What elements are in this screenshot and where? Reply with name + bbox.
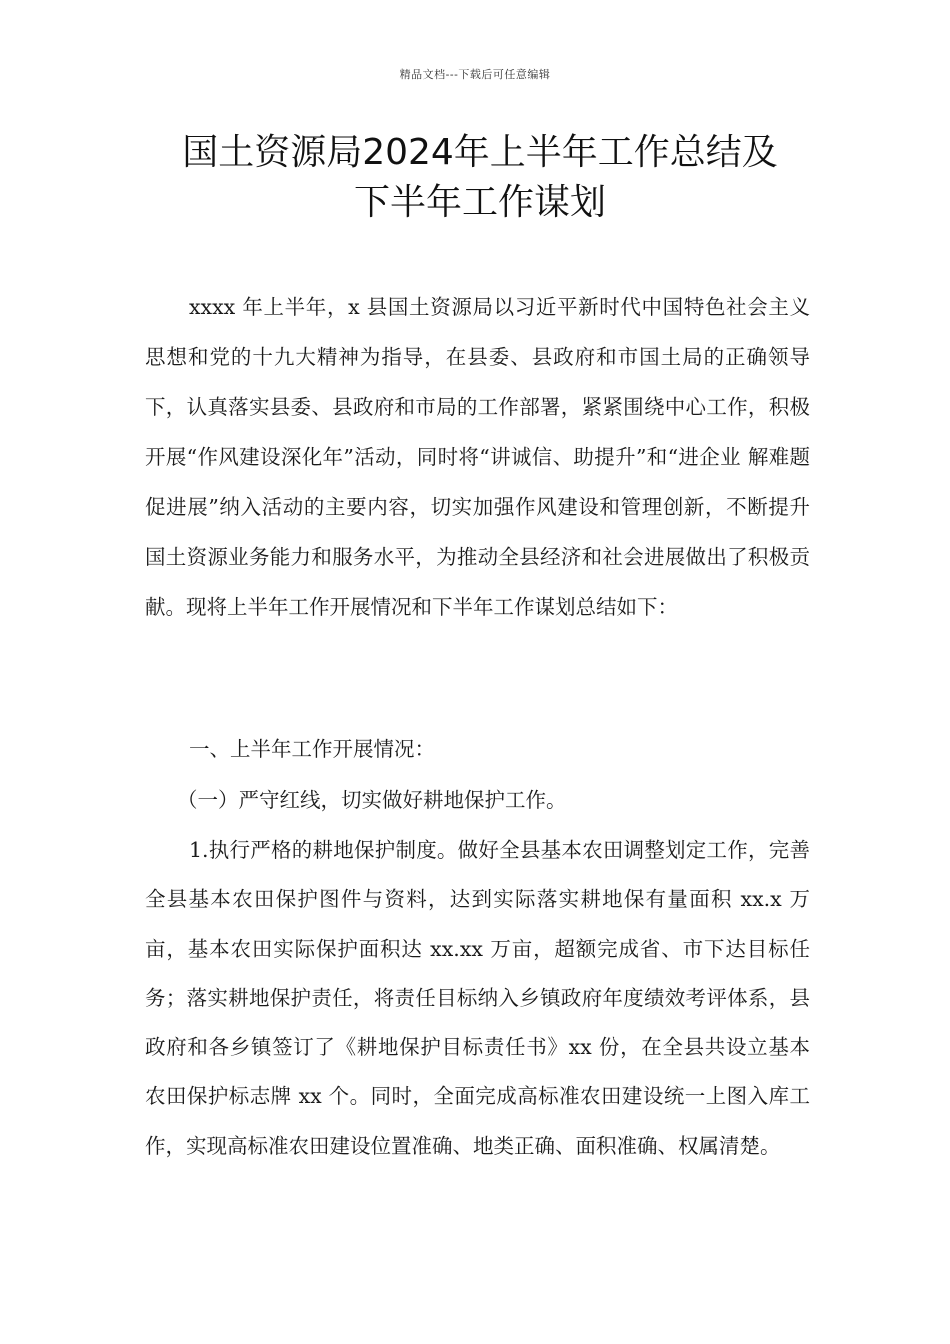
item-paragraph: 1.执行严格的耕地保护制度。做好全县基本农田调整划定工作，完善全县基本农田保护图件与资料，达到实际落实耕地保有量面积 xx.x 万亩，基本农田实际保护面积达 xx.xx 万亩，超额完成省、市下达目标任务；落实耕地保护责任，将责任目标纳入乡镇政府年度绩效考评体系，县政府和各乡镇签订了《耕地保护目标责任书》xx 份，在全县共设立基本农田保护标志牌 xx 个。同时，全面完成高标准农田建设统一上图入库工作，实现高标准农田建设位置准确、地类正确、面积准确、权属清楚。 bbox=[145, 838, 810, 1158]
section-heading: 一、上半年工作开展情况： bbox=[189, 737, 435, 761]
document-title bbox=[130, 128, 830, 228]
intro-paragraph: xxxx 年上半年，x 县国土资源局以习近平新时代中国特色社会主义思想和党的十九大精神为指导，在县委、县政府和市国土局的正确领导下，认真落实县委、县政府和市局的工作部署，紧紧围绕中心工作，积极开展“作风建设深化年”活动，同时将“讲诚信、助提升”和“进企业 解难题 促进展”纳入活动的主要内容，切实加强作风建设和管理创新，不断提升国土资源业务能力和服务水平，为推动全县经济和社会进展做出了积极贡献。现将上半年工作开展情况和下半年工作谋划总结如下： bbox=[145, 295, 810, 619]
header-note: 精品文档---下载后可任意编辑 bbox=[399, 68, 551, 81]
subsection-heading: （一）严守红线，切实做好耕地保护工作。 bbox=[177, 788, 567, 812]
title-line-2: 下半年工作谋划 bbox=[353, 182, 606, 223]
title-line-1: 国土资源局2024年上半年工作总结及 bbox=[182, 132, 778, 173]
